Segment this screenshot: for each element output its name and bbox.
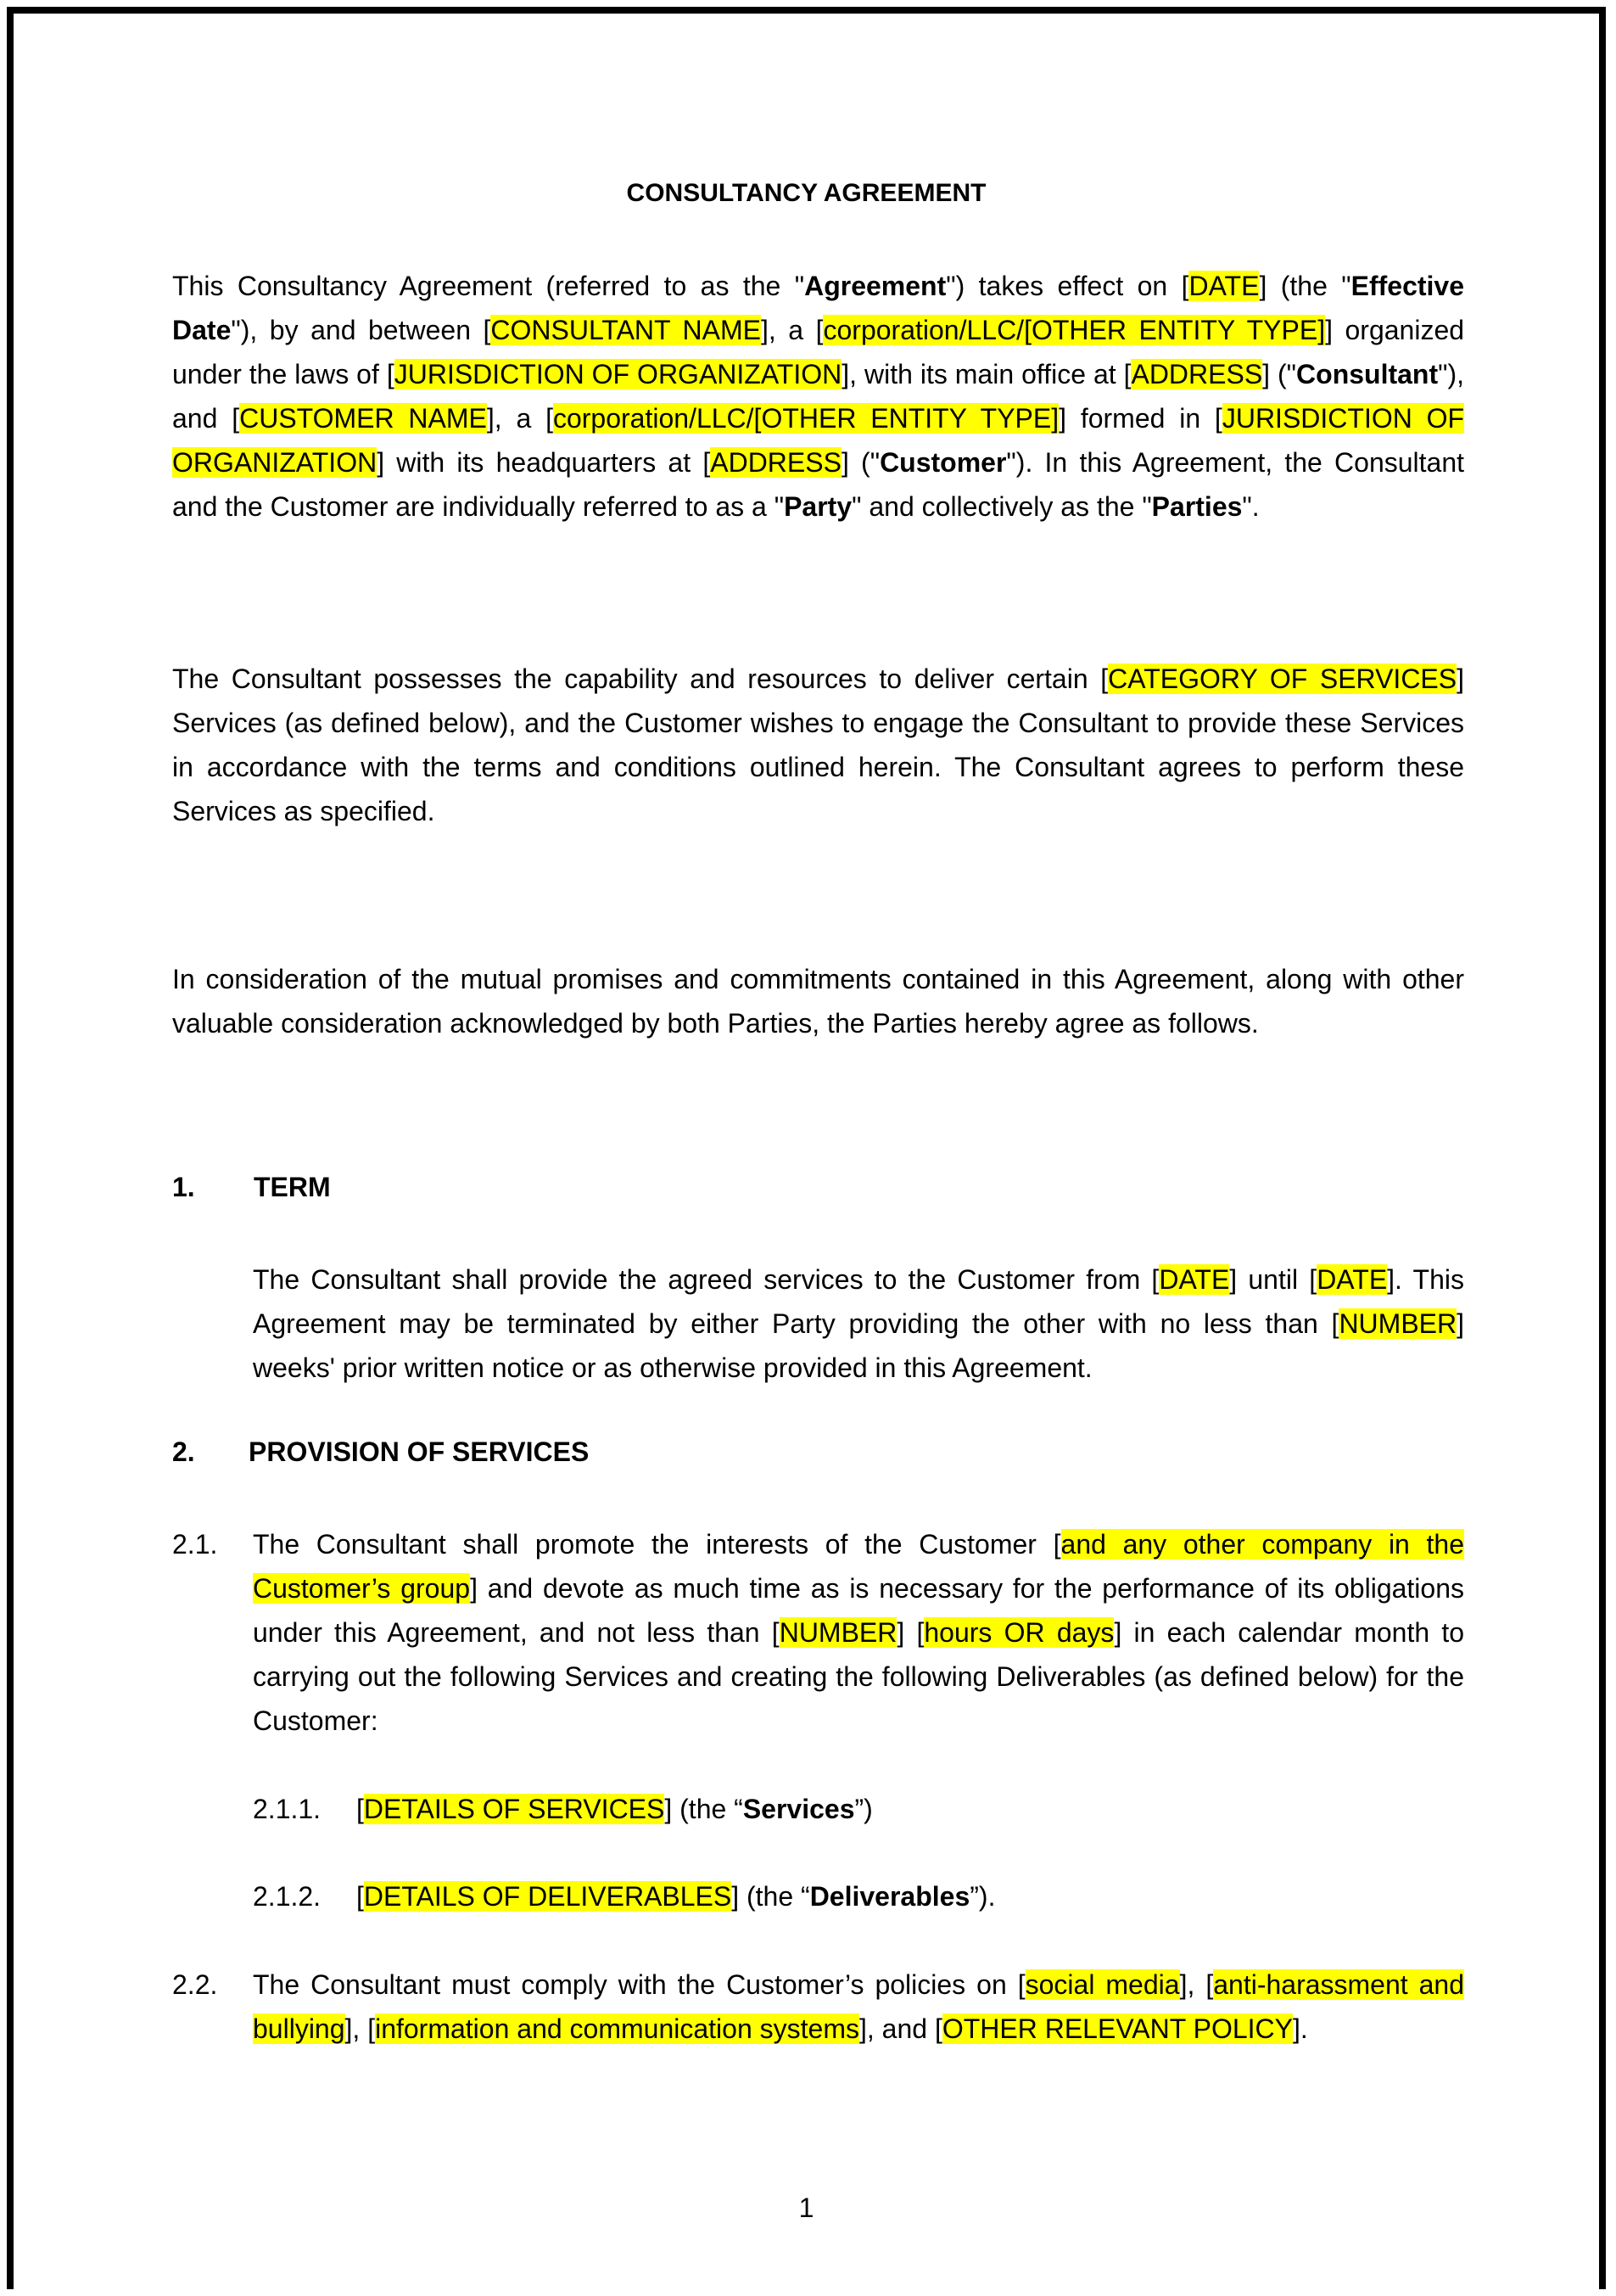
placeholder-entity-type: corporation/LLC/[OTHER ENTITY TYPE] — [823, 315, 1326, 345]
placeholder-date: DATE — [1159, 1264, 1230, 1295]
placeholder-policy-social-media: social media — [1025, 1969, 1180, 2000]
placeholder-number: NUMBER — [779, 1617, 897, 1648]
consideration-paragraph: In consideration of the mutual promises and commitments contained in this Agreement, along with other valuable consideration acknowledged by both Parties, the Parties hereby agree as follows. — [172, 964, 1464, 1039]
placeholder-entity-type: corporation/LLC/[OTHER ENTITY TYPE] — [552, 403, 1060, 434]
capability-paragraph: The Consultant possesses the capability and resources to deliver certain [CATEGORY OF SERVICES] Services (as defined below), and the Customer wishes to engage the Consultant to provide these Services in accordance with the terms and conditions outlined herein. The Consultant agrees to perform these Services as specified. — [172, 664, 1465, 826]
placeholder-address: ADDRESS — [710, 447, 842, 478]
placeholder-policy-other: OTHER RELEVANT POLICY — [942, 2013, 1293, 2044]
clause-2-1-1: 2.1.1. [DETAILS OF SERVICES] (the “Services”) — [253, 1787, 1464, 1831]
placeholder-date: DATE — [1317, 1264, 1388, 1295]
placeholder-details-of-services: DETAILS OF SERVICES — [363, 1794, 665, 1824]
placeholder-address: ADDRESS — [1131, 359, 1263, 389]
placeholder-jurisdiction: JURISDICTION OF ORGANIZATION — [172, 403, 1465, 478]
clause-number: 2.1. — [172, 1529, 218, 1560]
placeholder-consultant-name: CONSULTANT NAME — [490, 315, 761, 345]
placeholder-date: DATE — [1188, 271, 1260, 301]
clause-2-2: 2.2. The Consultant must comply with the Customer’s policies on [social media], [anti-harassment and bullying], [information and communication systems], and [OTHER RELEVANT POLICY]. — [172, 1963, 1464, 2051]
document-page — [7, 7, 1606, 2289]
placeholder-group: and any other company in the Customer’s group — [253, 1529, 1465, 1604]
placeholder-customer-name: CUSTOMER NAME — [239, 403, 487, 434]
clause-number: 2.1.2. — [253, 1881, 322, 1912]
clause-2-1: 2.1. The Consultant shall promote the interests of the Customer [and any other company in the Customer’s group] and devote as much time as is necessary for the performance of its obligations under this Agreement, and not less than [NUMBER] [hours OR days] in each calendar month to carrying out the following Services and creating the following Deliverables (as defined below) for the Customer: — [172, 1522, 1464, 1743]
term-paragraph: The Consultant shall provide the agreed services to the Customer from [DATE] until [DATE]. This Agreement may be terminated by either Party providing the other with no less than [NUMBER] weeks' prior written notice or as otherwise provided in this Agreement. — [253, 1264, 1465, 1383]
placeholder-policy-anti-harassment: anti-harassment and bullying — [253, 1969, 1465, 2044]
placeholder-time-unit: hours OR days — [924, 1617, 1115, 1648]
placeholder-details-of-deliverables: DETAILS OF DELIVERABLES — [363, 1881, 732, 1912]
clause-number: 2.2. — [172, 1969, 218, 2000]
page-number: 1 — [798, 2192, 814, 2223]
section-heading-provision-of-services: 2. PROVISION OF SERVICES — [172, 1436, 590, 1467]
intro-paragraph: This Consultancy Agreement (referred to as the "Agreement") takes effect on [DATE] (the "Effective Date"), by and between [CONSULTANT NAME], a [corporation/LLC/[OTHER ENTITY TYPE]] organized under the laws of [JURISDICTION OF ORGANIZATION], with its main office at [ADDRESS] ("Consultant"), and [CUSTOMER NAME], a [corporation/LLC/[OTHER ENTITY TYPE]] formed in [JURISDICTION OF ORGANIZATION] with its headquarters at [ADDRESS] ("Customer"). In this Agreement, the Consultant and the Customer are individually referred to as a "Party" and collectively as the "Parties". — [172, 271, 1465, 522]
clause-number: 2.1.1. — [253, 1794, 322, 1824]
placeholder-policy-ics: information and communication systems — [375, 2013, 859, 2044]
placeholder-jurisdiction: JURISDICTION OF ORGANIZATION — [394, 359, 842, 389]
placeholder-number: NUMBER — [1339, 1308, 1457, 1339]
section-heading-term: 1. TERM — [172, 1172, 331, 1202]
placeholder-category-of-services: CATEGORY OF SERVICES — [1108, 664, 1457, 694]
clause-2-1-2: 2.1.2. [DETAILS OF DELIVERABLES] (the “Deliverables”). — [253, 1874, 1464, 1918]
document-title: CONSULTANCY AGREEMENT — [626, 179, 987, 207]
